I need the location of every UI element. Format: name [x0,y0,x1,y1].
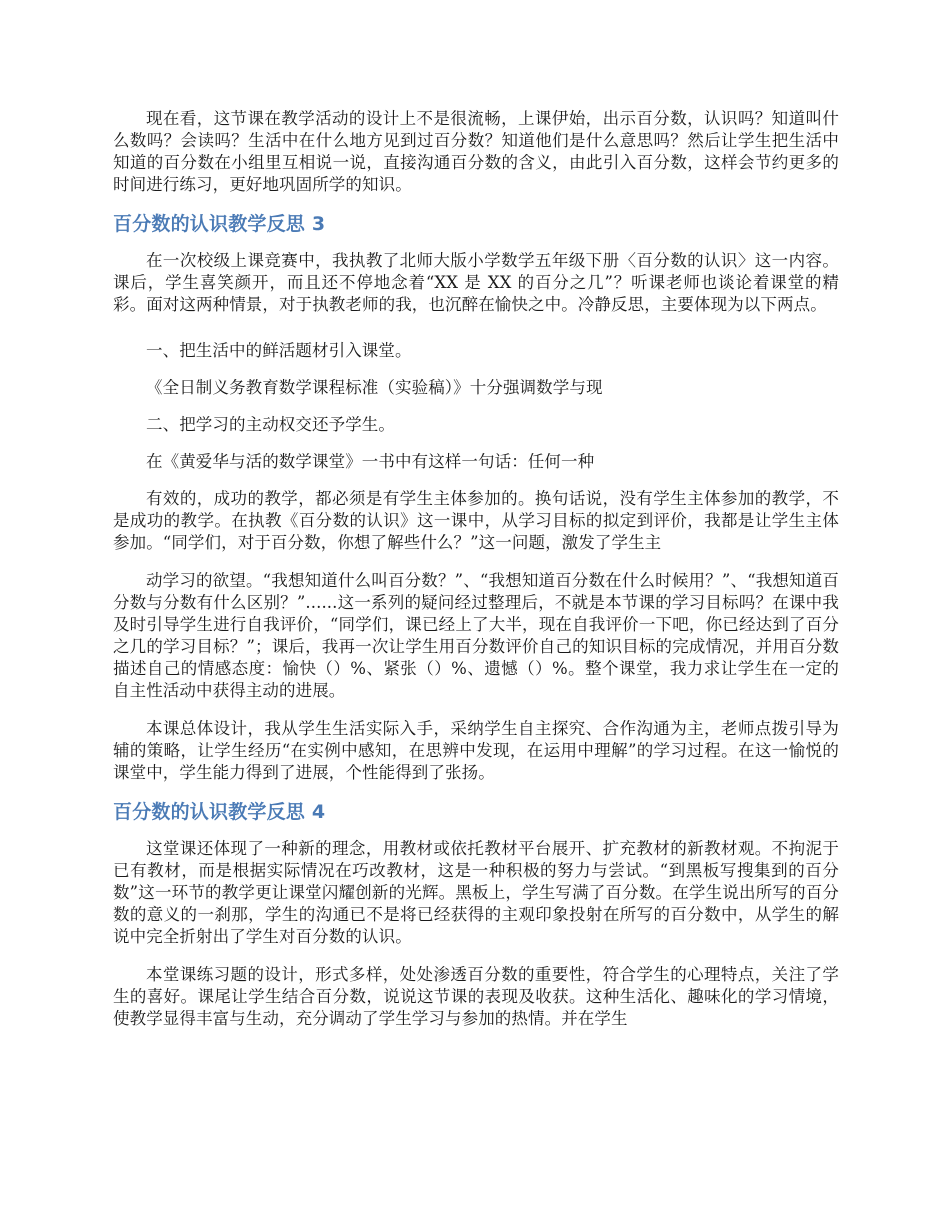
section3-paragraph-8: 本课总体设计，我从学生生活实际入手，采纳学生自主探究、合作沟通为主，老师点拨引导为辅的策略，让学生经历“在实例中感知，在思辨中发现，在运用中理解”的学习过程。在这一愉悦的课堂中，学生能力得到了进展，个性能得到了张扬。 [113,719,839,782]
section3-point-1-text: 《全日制义务教育数学课程标准（实验稿）》十分强调数学与现 [146,378,603,397]
section3-paragraph-6: 有效的，成功的教学，都必须是有学生主体参加的。换句话说，没有学生主体参加的教学，不是成功的教学。在执教《百分数的认识》这一课中，从学习目标的拟定到评价，我都是让学生主体参加。“同学们，对于百分数，你想了解些什么？”这一问题，激发了学生主 [113,489,839,552]
document-page [113,108,839,1046]
section3-point-2: 二、把学习的主动权交还予学生。 [146,415,395,434]
section3-paragraph-1: 在一次校级上课竞赛中，我执教了北师大版小学数学五年级下册〈百分数的认识〉这一内容。课后，学生喜笑颜开，而且还不停地念着“XX 是 XX 的百分之几”？听课老师也谈论着课堂的精彩。面对这两种情景，对于执教老师的我，也沉醉在愉快之中。冷静反思，主要体现为以下两点。 [113,251,839,314]
section4-paragraph-1: 这堂课还体现了一种新的理念，用教材或依托教材平台展开、扩充教材的新教材观。不拘泥于已有教材，而是根据实际情况在巧改教材，这是一种积极的努力与尝试。“到黑板写搜集到的百分数”这一环节的教学更让课堂闪耀创新的光辉。黑板上，学生写满了百分数。在学生说出所写的百分数的意义的一刹那，学生的沟通已不是将已经获得的主观印象投射在所写的百分数中，从学生的解说中完全折射出了学生对百分数的认识。 [113,839,839,946]
section3-paragraph-7: 动学习的欲望。“我想知道什么叫百分数？”、“我想知道百分数在什么时候用？”、“我想知道百分数与分数有什么区别？”......这一系列的疑问经过整理后，不就是本节课的学习目标吗？在课中我及时引导学生进行自我评价，“同学们，课已经上了大半，现在自我评价一下吧，你已经达到了百分之几的学习目标？”；课后，我再一次让学生用百分数评价自己的知识目标的完成情况，并用百分数描述自己的情感态度：愉快（）%、紧张（）%、遗憾（）%。整个课堂，我力求让学生在一定的自主性活动中获得主动的进展。 [113,571,839,700]
section-heading-3: 百分数的认识教学反思 3 [113,213,326,235]
section-heading-4: 百分数的认识教学反思 4 [113,801,326,823]
section3-point-2-text: 在《黄爱华与活的数学课堂》一书中有这样一句话：任何一种 [146,452,595,471]
section4-paragraph-2: 本堂课练习题的设计，形式多样，处处渗透百分数的重要性，符合学生的心理特点，关注了学生的喜好。课尾让学生结合百分数，说说这节课的表现及收获。这种生活化、趣味化的学习情境，使教学显得丰富与生动，充分调动了学生学习与参加的热情。并在学生 [113,965,839,1028]
intro-paragraph: 现在看，这节课在教学活动的设计上不是很流畅，上课伊始，出示百分数，认识吗？知道叫什么数吗？会读吗？生活中在什么地方见到过百分数？知道他们是什么意思吗？然后让学生把生活中知道的百分数在小组里互相说一说，直接沟通百分数的含义，由此引入百分数，这样会节约更多的时间进行练习，更好地巩固所学的知识。 [113,109,839,194]
section3-point-1: 一、把生活中的鲜活题材引入课堂。 [146,341,412,360]
